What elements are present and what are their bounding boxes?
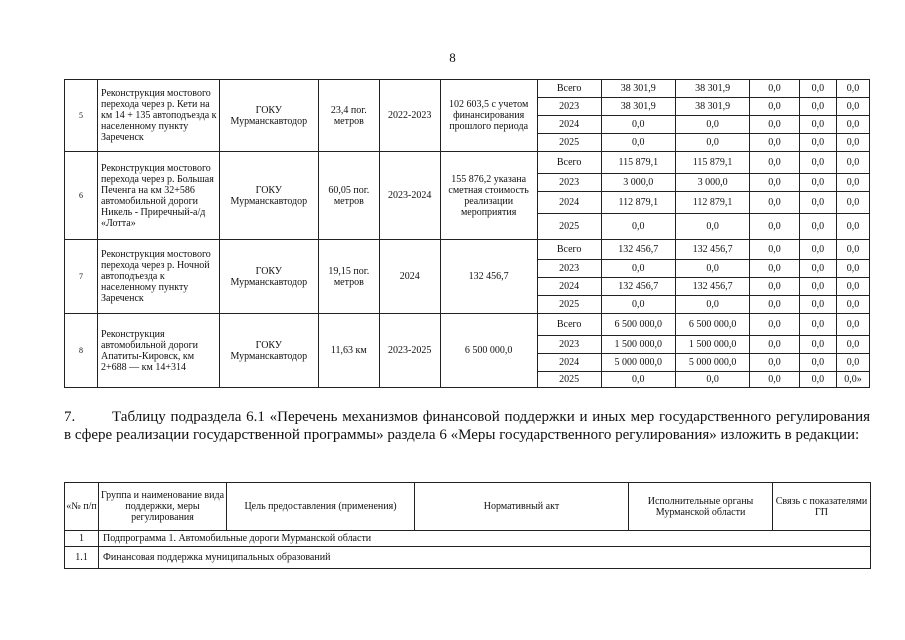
cell-federal: 0,0 [750,296,800,314]
project-length: 11,63 км [318,314,379,388]
table2-row-num: 1 [65,531,99,547]
project-name: Реконструкция мостового перехода через р. Кети на км 14 + 135 автоподъезда к населенному пункту Зареченск [98,80,220,152]
cell-regional: 38 301,9 [675,98,749,116]
table2-header-goal: Цель предоставления (применения) [227,483,415,531]
cell-federal: 0,0 [750,260,800,278]
cell-other: 0,0 [836,240,869,260]
cell-other: 0,0 [836,80,869,98]
cell-year: 2023 [537,260,601,278]
project-period: 2024 [379,240,440,314]
cell-other: 0,0 [836,152,869,174]
cell-local: 0,0 [799,80,836,98]
cell-local: 0,0 [799,354,836,372]
cell-year: 2023 [537,336,601,354]
project-length: 60,05 пог. метров [318,152,379,240]
project-period: 2022-2023 [379,80,440,152]
paragraph-number: 7. [64,409,76,425]
cell-year: 2025 [537,372,601,388]
cell-year: 2024 [537,116,601,134]
project-period: 2023-2025 [379,314,440,388]
cell-local: 0,0 [799,152,836,174]
table2-row-num: 1.1 [65,547,99,569]
cell-year: 2023 [537,98,601,116]
cell-total: 0,0 [601,260,675,278]
cell-year: 2024 [537,192,601,214]
cell-year: Всего [537,152,601,174]
cell-federal: 0,0 [750,152,800,174]
cell-other: 0,0 [836,134,869,152]
cell-local: 0,0 [799,240,836,260]
cell-local: 0,0 [799,174,836,192]
cell-total: 112 879,1 [601,192,675,214]
cell-total: 38 301,9 [601,80,675,98]
cell-year: Всего [537,240,601,260]
project-org: ГОКУ Мурманскавтодор [219,314,318,388]
table2-header-organs: Исполнительные органы Мурманской области [629,483,773,531]
cell-total: 0,0 [601,134,675,152]
cell-year: 2023 [537,174,601,192]
project-row [65,80,870,98]
cell-regional: 112 879,1 [675,192,749,214]
cell-regional: 132 456,7 [675,240,749,260]
cell-other: 0,0» [836,372,869,388]
cell-local: 0,0 [799,314,836,336]
project-num: 8 [65,314,98,388]
project-org: ГОКУ Мурманскавтодор [219,80,318,152]
cell-regional: 38 301,9 [675,80,749,98]
cell-local: 0,0 [799,372,836,388]
cell-total: 3 000,0 [601,174,675,192]
cell-year: 2025 [537,214,601,240]
cell-year: Всего [537,80,601,98]
cell-other: 0,0 [836,116,869,134]
cell-other: 0,0 [836,354,869,372]
cell-other: 0,0 [836,314,869,336]
cell-regional: 0,0 [675,296,749,314]
cell-local: 0,0 [799,296,836,314]
cell-federal: 0,0 [750,278,800,296]
cell-other: 0,0 [836,214,869,240]
project-cost: 6 500 000,0 [440,314,537,388]
cell-local: 0,0 [799,98,836,116]
cell-other: 0,0 [836,98,869,116]
project-length: 23,4 пог. метров [318,80,379,152]
cell-other: 0,0 [836,192,869,214]
project-name: Реконструкция автомобильной дороги Апатиты-Кировск, км 2+688 — км 14+314 [98,314,220,388]
cell-total: 0,0 [601,116,675,134]
project-cost: 132 456,7 [440,240,537,314]
cell-federal: 0,0 [750,192,800,214]
cell-local: 0,0 [799,336,836,354]
project-length: 19,15 пог. метров [318,240,379,314]
cell-total: 132 456,7 [601,240,675,260]
cell-total: 0,0 [601,296,675,314]
cell-regional: 5 000 000,0 [675,354,749,372]
cell-local: 0,0 [799,116,836,134]
table2-row [65,531,871,547]
cell-other: 0,0 [836,278,869,296]
projects-table [64,79,870,388]
project-org: ГОКУ Мурманскавтодор [219,240,318,314]
cell-total: 115 879,1 [601,152,675,174]
cell-year: 2025 [537,296,601,314]
project-row [65,240,870,260]
cell-regional: 0,0 [675,116,749,134]
cell-local: 0,0 [799,278,836,296]
support-measures-table [64,482,871,569]
cell-regional: 0,0 [675,134,749,152]
cell-other: 0,0 [836,296,869,314]
cell-federal: 0,0 [750,116,800,134]
cell-total: 0,0 [601,372,675,388]
table2-row [65,547,871,569]
cell-federal: 0,0 [750,134,800,152]
table2-row-text: Финансовая поддержка муниципальных образований [99,547,871,569]
cell-regional: 3 000,0 [675,174,749,192]
cell-regional: 0,0 [675,260,749,278]
project-period: 2023-2024 [379,152,440,240]
cell-regional: 0,0 [675,372,749,388]
paragraph-7 [64,408,870,444]
cell-federal: 0,0 [750,174,800,192]
cell-local: 0,0 [799,260,836,278]
table2-header-row [65,483,871,531]
cell-other: 0,0 [836,336,869,354]
cell-federal: 0,0 [750,80,800,98]
cell-regional: 115 879,1 [675,152,749,174]
cell-federal: 0,0 [750,354,800,372]
project-name: Реконструкция мостового перехода через р. Большая Печенга на км 32+586 автомобильной дороги Никель - Приречный-а/д «Лотта» [98,152,220,240]
cell-year: 2024 [537,354,601,372]
cell-local: 0,0 [799,134,836,152]
cell-regional: 0,0 [675,214,749,240]
cell-other: 0,0 [836,260,869,278]
project-num: 6 [65,152,98,240]
project-num: 5 [65,80,98,152]
cell-year: Всего [537,314,601,336]
cell-total: 5 000 000,0 [601,354,675,372]
cell-federal: 0,0 [750,336,800,354]
cell-regional: 132 456,7 [675,278,749,296]
cell-total: 1 500 000,0 [601,336,675,354]
cell-federal: 0,0 [750,240,800,260]
cell-local: 0,0 [799,214,836,240]
cell-total: 6 500 000,0 [601,314,675,336]
table2-header-act: Нормативный акт [415,483,629,531]
cell-federal: 0,0 [750,214,800,240]
table2-row-text: Подпрограмма 1. Автомобильные дороги Мурманской области [99,531,871,547]
cell-federal: 0,0 [750,314,800,336]
cell-federal: 0,0 [750,98,800,116]
cell-regional: 1 500 000,0 [675,336,749,354]
cell-total: 0,0 [601,214,675,240]
cell-local: 0,0 [799,192,836,214]
project-row [65,314,870,336]
table2-header-link: Связь с показателями ГП [773,483,871,531]
table2-header-group: Группа и наименование вида поддержки, меры регулирования [99,483,227,531]
project-name: Реконструкция мостового перехода через р. Ночной автоподъезда к населенному пункту Зареченск [98,240,220,314]
table2-header-num: «№ п/п [65,483,99,531]
page-number: 8 [449,50,456,65]
project-row [65,152,870,174]
paragraph-text: Таблицу подраздела 6.1 «Перечень механизмов финансовой поддержки и иных мер государственного регулирования в сфере реализации государственной программы» раздела 6 «Меры государственного регулирования» изложить в редакции: [64,409,870,443]
cell-federal: 0,0 [750,372,800,388]
projects-table-body [65,80,870,388]
project-org: ГОКУ Мурманскавтодор [219,152,318,240]
project-num: 7 [65,240,98,314]
cell-year: 2025 [537,134,601,152]
cell-year: 2024 [537,278,601,296]
project-cost: 155 876,2 указана сметная стоимость реализации мероприятия [440,152,537,240]
cell-total: 132 456,7 [601,278,675,296]
cell-total: 38 301,9 [601,98,675,116]
project-cost: 102 603,5 с учетом финансирования прошлого периода [440,80,537,152]
cell-regional: 6 500 000,0 [675,314,749,336]
cell-other: 0,0 [836,174,869,192]
